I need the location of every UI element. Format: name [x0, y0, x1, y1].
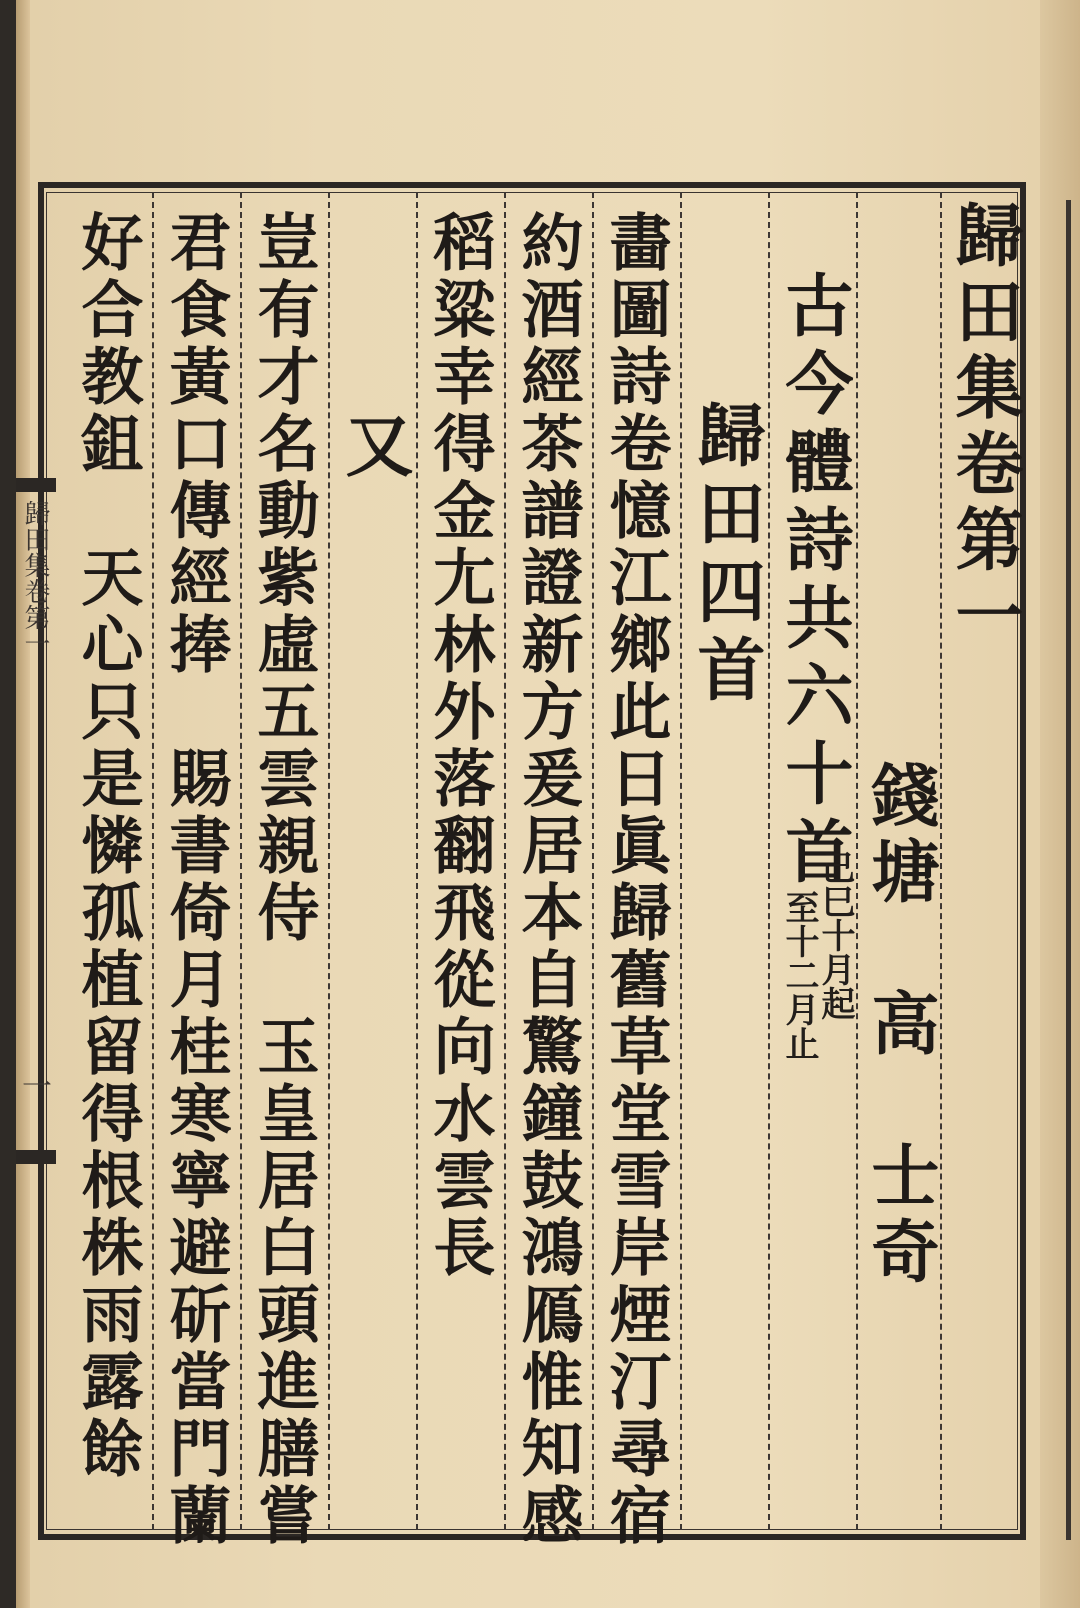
- poem-line: 稻粱幸得金尢林外落翻飛從向水雲長: [423, 210, 496, 1282]
- column-rule: [680, 192, 682, 1530]
- poem-title: 歸田四首: [686, 400, 766, 712]
- column-rule: [416, 192, 418, 1530]
- fish-tail-page: 一: [16, 1070, 51, 1100]
- fish-tail-mark: [16, 1150, 56, 1164]
- column-rule: [240, 192, 242, 1530]
- column-rule: [152, 192, 154, 1530]
- fish-tail-mark: [16, 478, 56, 492]
- column-rule: [504, 192, 506, 1530]
- date-note-left: 至十二月止: [779, 890, 819, 1060]
- column-rule: [328, 192, 330, 1530]
- book-spine: [0, 0, 16, 1608]
- date-note-right: 己巳十月起: [815, 850, 855, 1020]
- poem-line: 約酒經茶譜證新方爰居本自驚鐘鼓鴻鴈惟知感: [511, 210, 584, 1550]
- column-rule: [592, 192, 594, 1530]
- author-line: 錢塘 高 士奇: [860, 760, 940, 1292]
- section-heading: 古今體詩共六十首: [774, 270, 854, 894]
- next-page-edge: [1040, 0, 1080, 1608]
- poem-line: 好合教鉏 天心只是憐孤植留得根株雨露餘: [71, 210, 144, 1483]
- spine-edge: [16, 0, 30, 1608]
- poem-line: 畵圖詩卷憶江鄉此日眞歸舊草堂雪岸煙汀尋宿: [599, 210, 672, 1550]
- column-rule: [768, 192, 770, 1530]
- poem-line: 豈有才名動紫虛五雲親侍 玉皇居白頭進膳嘗: [247, 210, 320, 1550]
- poem-title: 又: [334, 410, 414, 486]
- column-rule: [856, 192, 858, 1530]
- volume-title: 歸田集卷第一: [944, 200, 1024, 656]
- fish-tail-title: 歸田集卷第一: [20, 500, 50, 656]
- poem-line: 君食黃口傳經捧 賜書倚月桂寒寧避斫當門蘭: [159, 210, 232, 1550]
- column-rule: [940, 192, 942, 1530]
